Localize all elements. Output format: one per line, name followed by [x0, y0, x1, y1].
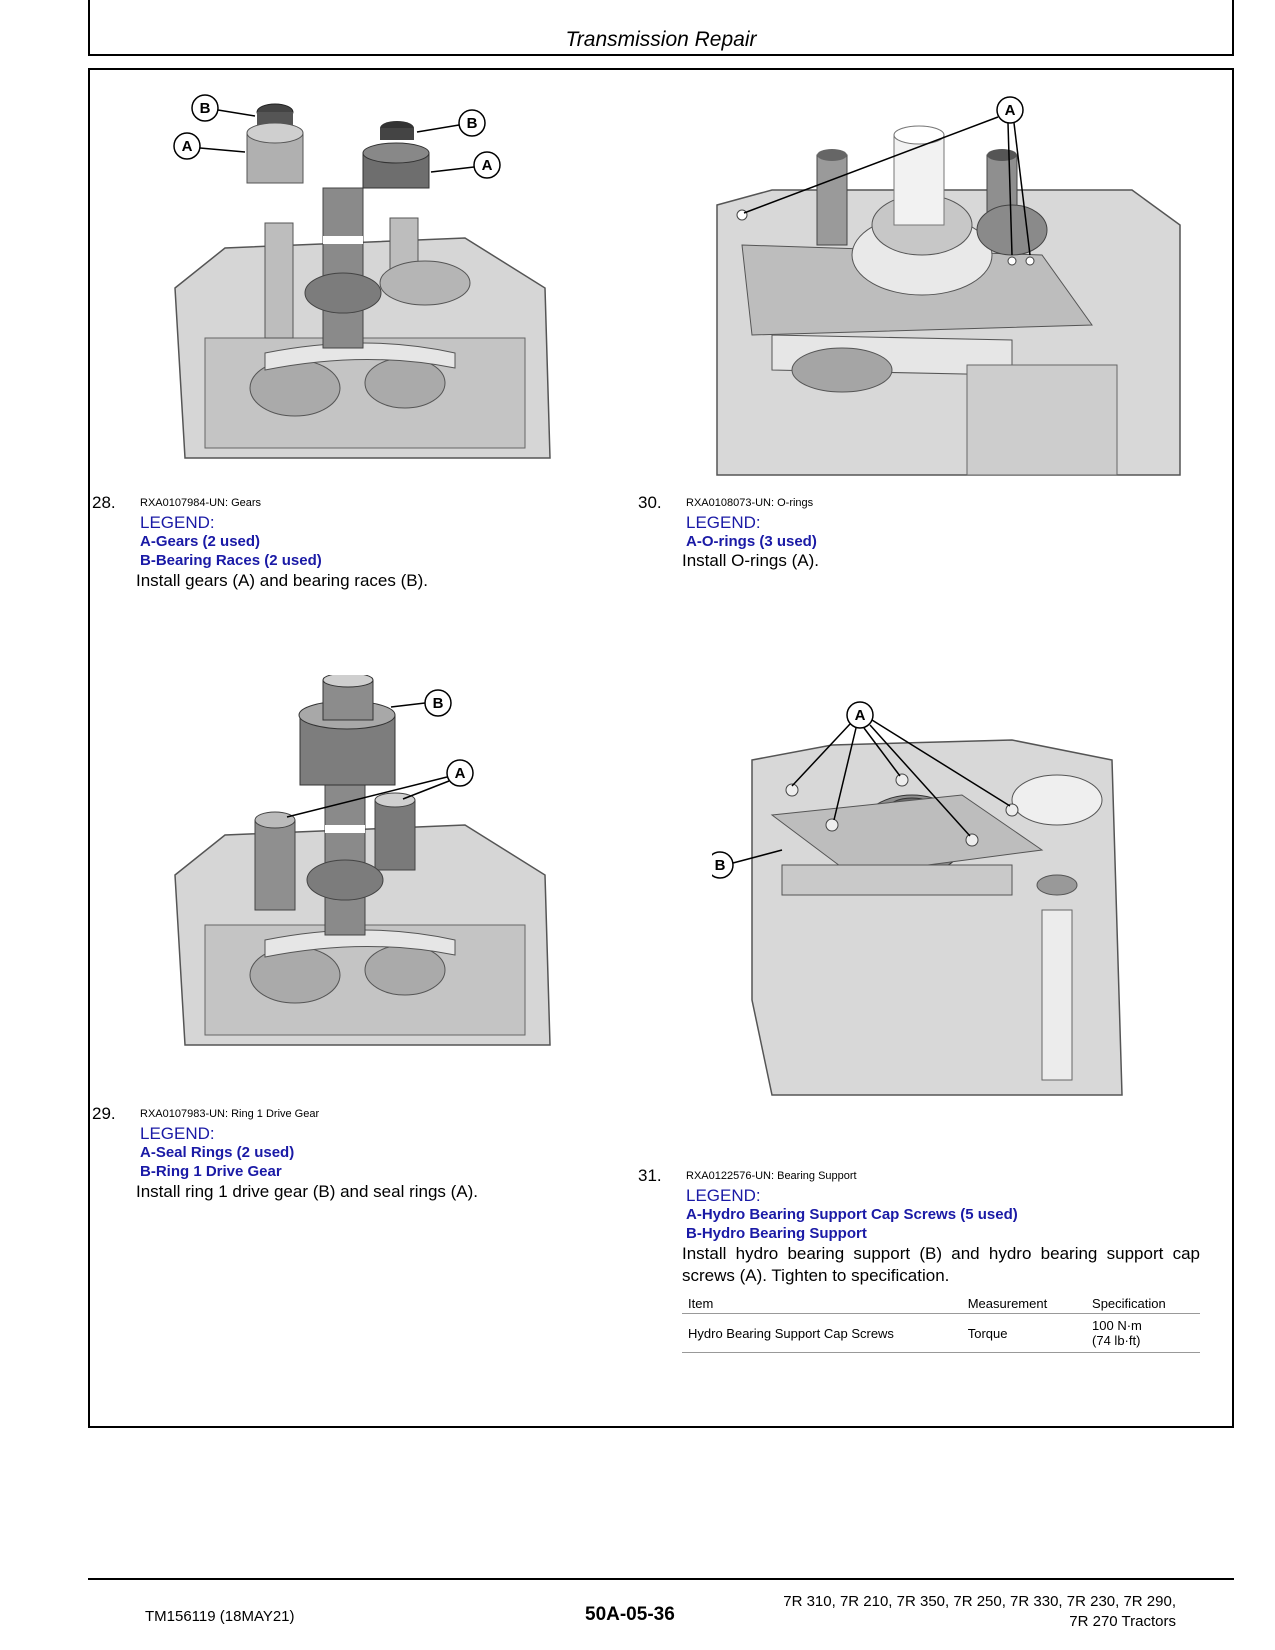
table-row	[682, 1314, 1200, 1353]
instruction: Install ring 1 drive gear (B) and seal rings (A).	[136, 1182, 479, 1201]
svg-text:B: B	[714, 857, 726, 874]
legend-title: LEGEND:	[140, 1124, 215, 1143]
legend-item: B-Bearing Races (2 used)	[140, 552, 322, 569]
step-28	[92, 493, 612, 593]
instruction: Install hydro bearing support (B) and hydro bearing support cap screws (A). Tighten to specification.	[682, 1244, 1200, 1285]
table-cell-specification	[1086, 1314, 1200, 1353]
callout-b	[391, 690, 451, 716]
figure-caption: RXA0122576-UN: Bearing Support	[686, 1170, 857, 1182]
model-list	[720, 1592, 1176, 1632]
legend-item: A-Seal Rings (2 used)	[140, 1144, 295, 1161]
table-header-row	[682, 1294, 1200, 1314]
ring-drive-gear-illustration	[165, 675, 565, 1055]
footer-divider	[88, 1578, 1234, 1580]
svg-text:B: B	[466, 115, 478, 132]
step-number: 30.	[638, 493, 662, 512]
step-29	[92, 1104, 632, 1204]
figure-caption: RXA0107984-UN: Gears	[140, 497, 262, 509]
o-rings-illustration	[712, 95, 1182, 480]
legend	[686, 513, 817, 551]
legend	[140, 513, 322, 570]
step-30	[638, 493, 1198, 573]
spec-value-metric: 100 N·m	[1092, 1318, 1142, 1333]
legend-title: LEGEND:	[686, 1186, 761, 1205]
figure-ring-1-drive-gear	[165, 675, 565, 1055]
figure-caption: RXA0108073-UN: O-rings	[686, 497, 814, 509]
instruction: Install gears (A) and bearing races (B).	[136, 571, 428, 590]
step-31	[638, 1166, 1208, 1346]
model-list-line: 7R 270 Tractors	[1069, 1613, 1176, 1630]
column-header: Specification	[1086, 1294, 1200, 1314]
legend-item: B-Hydro Bearing Support	[686, 1225, 867, 1242]
callout-b-right	[417, 110, 485, 136]
spec-value-imperial: (74 lb·ft)	[1092, 1333, 1141, 1348]
column-header: Measurement	[962, 1294, 1086, 1314]
table-cell-measurement: Torque	[962, 1314, 1086, 1353]
figure-o-rings	[712, 95, 1182, 480]
figure-caption: RXA0107983-UN: Ring 1 Drive Gear	[140, 1108, 320, 1120]
page-header	[88, 0, 1234, 56]
svg-text:B: B	[432, 695, 444, 712]
step-number: 29.	[92, 1104, 116, 1123]
svg-text:A: A	[1004, 102, 1016, 119]
page-number: 50A-05-36	[585, 1604, 675, 1625]
callout-a-left	[174, 133, 245, 159]
step-number: 28.	[92, 493, 116, 512]
model-list-line: 7R 310, 7R 210, 7R 350, 7R 250, 7R 330, 7R 230, 7R 290,	[783, 1593, 1176, 1610]
column-header: Item	[682, 1294, 962, 1314]
legend-title: LEGEND:	[686, 513, 761, 532]
legend	[686, 1186, 1018, 1243]
callout-a-right	[431, 152, 500, 178]
svg-text:A: A	[854, 707, 866, 724]
step-number: 31.	[638, 1166, 662, 1185]
legend-item: A-O-rings (3 used)	[686, 533, 817, 550]
legend-item: A-Gears (2 used)	[140, 533, 261, 550]
legend-item: B-Ring 1 Drive Gear	[140, 1163, 282, 1180]
svg-text:B: B	[199, 100, 211, 117]
bearing-support-illustration	[712, 700, 1152, 1100]
instruction: Install O-rings (A).	[682, 551, 819, 570]
table-cell-item: Hydro Bearing Support Cap Screws	[682, 1314, 962, 1353]
svg-text:A: A	[181, 138, 193, 155]
legend-item: A-Hydro Bearing Support Cap Screws (5 used)	[686, 1206, 1018, 1223]
legend-title: LEGEND:	[140, 513, 215, 532]
page-title: Transmission Repair	[565, 28, 757, 51]
document-id: TM156119 (18MAY21)	[145, 1608, 295, 1625]
figure-gears	[165, 88, 565, 468]
svg-text:A: A	[481, 157, 493, 174]
specification-table	[682, 1294, 1200, 1353]
gears-illustration	[165, 88, 565, 468]
callout-b-left	[192, 95, 255, 121]
figure-bearing-support	[712, 700, 1152, 1100]
legend	[140, 1124, 294, 1181]
svg-text:A: A	[454, 765, 466, 782]
